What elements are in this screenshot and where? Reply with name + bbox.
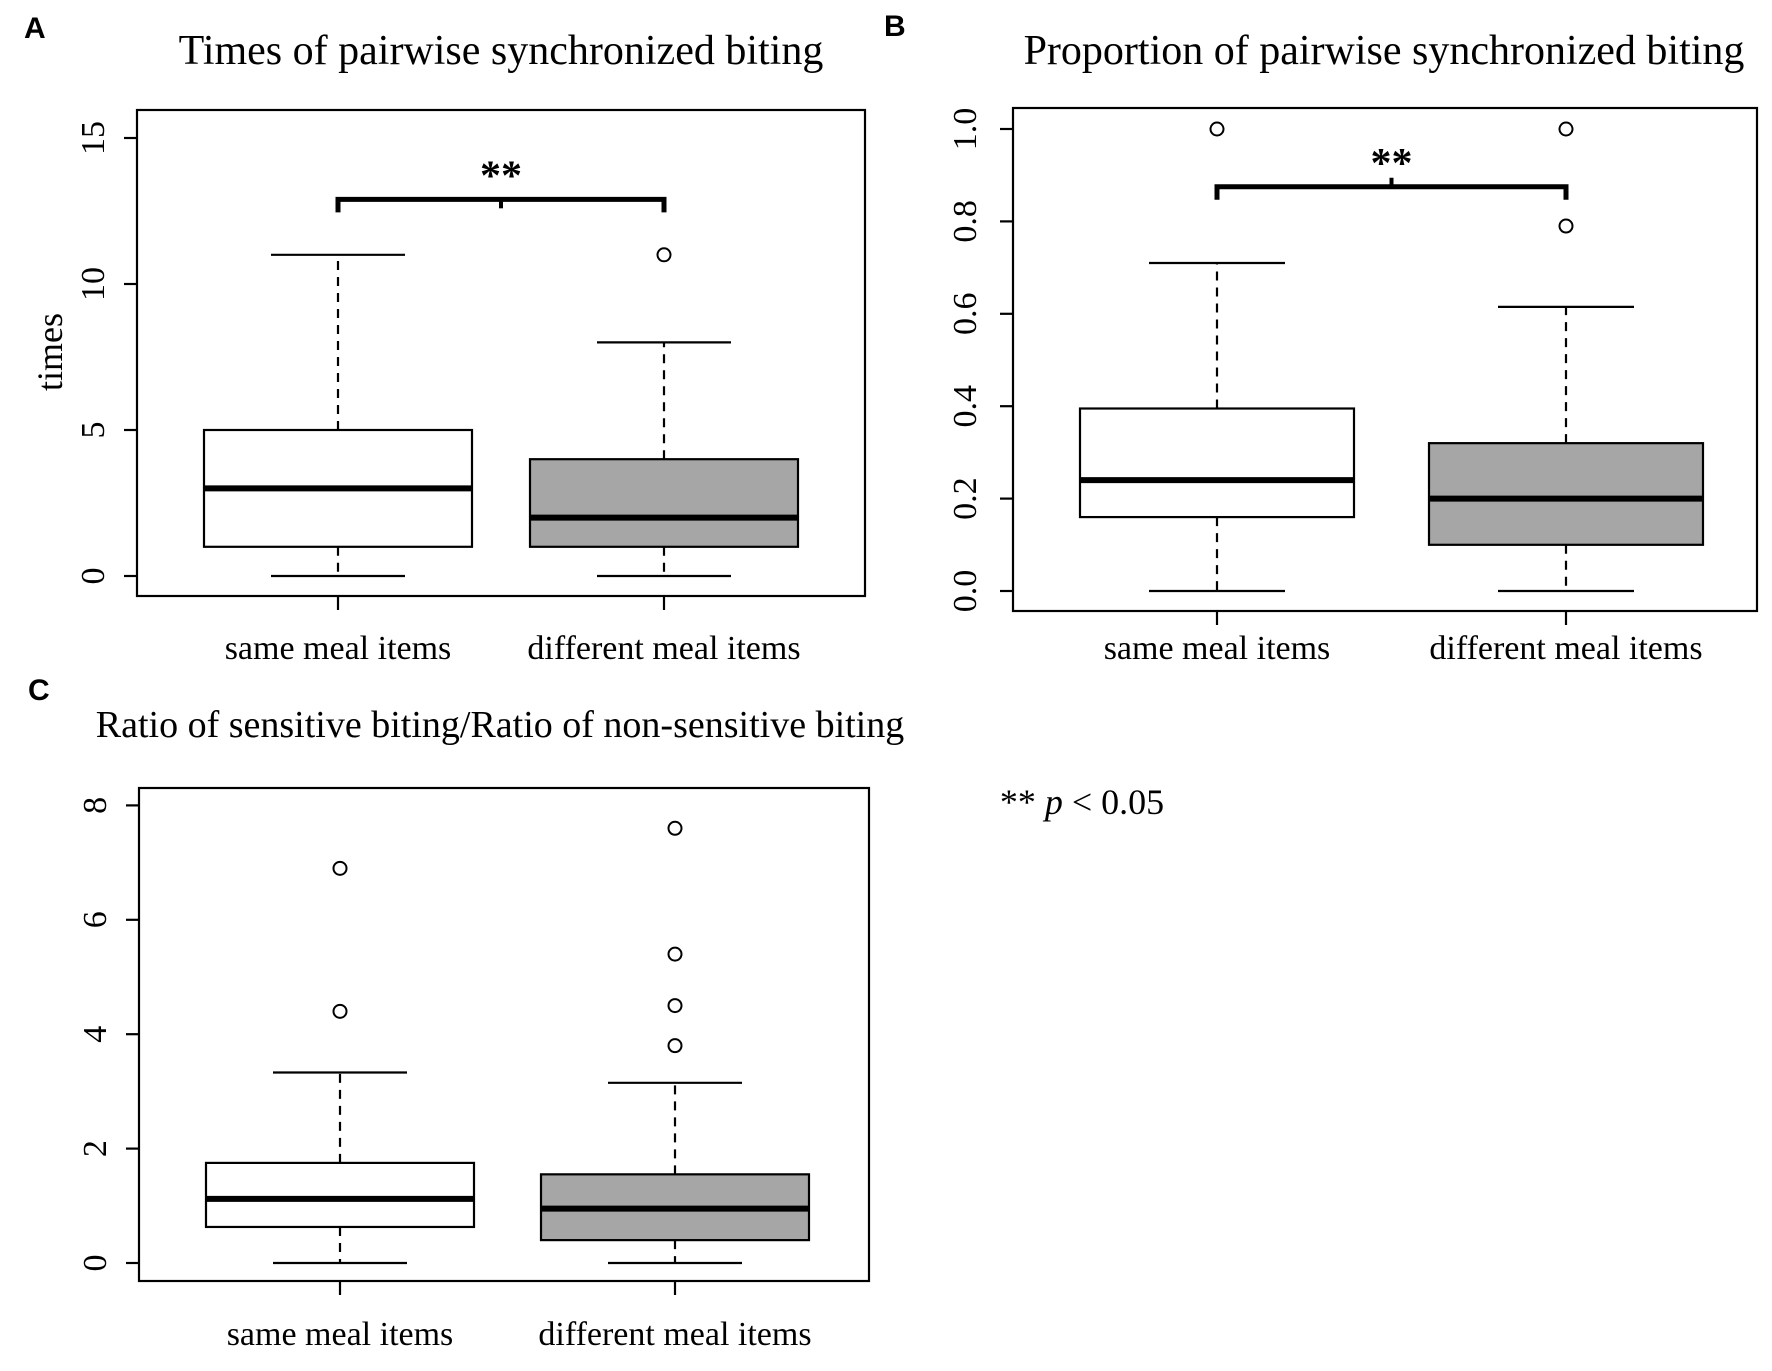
outlier-point xyxy=(658,248,671,261)
y-tick-label: 8 xyxy=(77,796,114,814)
y-tick-label: 0.8 xyxy=(947,200,984,243)
outlier-point xyxy=(1560,220,1573,233)
y-tick-label: 15 xyxy=(75,121,112,155)
panel-c xyxy=(77,788,869,1295)
outlier-point xyxy=(669,999,682,1012)
panel-b-category-same: same meal items xyxy=(1103,630,1331,667)
y-tick-label: 4 xyxy=(77,1025,114,1043)
outlier-point xyxy=(334,862,347,875)
panel-a xyxy=(75,110,865,610)
box-same-meal-items xyxy=(204,255,472,576)
outlier-point xyxy=(1211,123,1224,136)
y-tick-label: 10 xyxy=(75,267,112,301)
box-different-meal-items xyxy=(541,822,809,1263)
y-tick-label: 2 xyxy=(77,1140,114,1158)
y-tick-label: 0 xyxy=(77,1254,114,1272)
panel-c-title: Ratio of sensitive biting/Ratio of non-sensitive biting xyxy=(95,704,905,746)
significance-stars: ** xyxy=(480,153,522,200)
y-tick-label: 1.0 xyxy=(947,107,984,151)
panel-a-category-different: different meal items xyxy=(527,630,801,667)
y-tick-label: 0.6 xyxy=(947,292,984,336)
outlier-point xyxy=(669,822,682,835)
y-tick-label: 0 xyxy=(75,567,112,585)
panel-b-category-different: different meal items xyxy=(1429,630,1703,667)
note-threshold: < 0.05 xyxy=(1062,782,1165,822)
panel-b xyxy=(947,108,1757,625)
panel-c-category-same: same meal items xyxy=(226,1316,454,1353)
panel-c-category-different: different meal items xyxy=(538,1316,812,1353)
outlier-point xyxy=(334,1005,347,1018)
note-p-symbol: p xyxy=(1044,782,1063,822)
panel-label-c: C xyxy=(28,674,50,707)
y-tick-label: 0.4 xyxy=(947,384,984,428)
outlier-point xyxy=(669,948,682,961)
y-tick-label: 5 xyxy=(75,421,112,439)
panel-b-title: Proportion of pairwise synchronized biting xyxy=(1023,28,1745,74)
panel-a-ylabel: times xyxy=(30,313,70,391)
box-same-meal-items xyxy=(206,862,474,1263)
y-tick-label: 0.0 xyxy=(947,569,984,613)
iqr-box xyxy=(206,1163,474,1227)
outlier-point xyxy=(1560,123,1573,136)
significance-bracket xyxy=(1217,187,1566,200)
box-different-meal-items xyxy=(530,248,798,576)
significance-stars: ** xyxy=(1370,140,1413,187)
panel-label-b: B xyxy=(884,10,906,43)
iqr-box xyxy=(1429,443,1703,545)
note-stars: ** xyxy=(999,782,1036,822)
panel-a-title: Times of pairwise synchronized biting xyxy=(178,28,824,74)
panel-a-category-same: same meal items xyxy=(224,630,452,667)
y-tick-label: 0.2 xyxy=(947,477,984,520)
outlier-point xyxy=(669,1039,682,1052)
panel-label-a: A xyxy=(24,12,46,45)
y-tick-label: 6 xyxy=(77,911,114,929)
iqr-box xyxy=(530,459,798,547)
iqr-box xyxy=(1080,409,1354,518)
